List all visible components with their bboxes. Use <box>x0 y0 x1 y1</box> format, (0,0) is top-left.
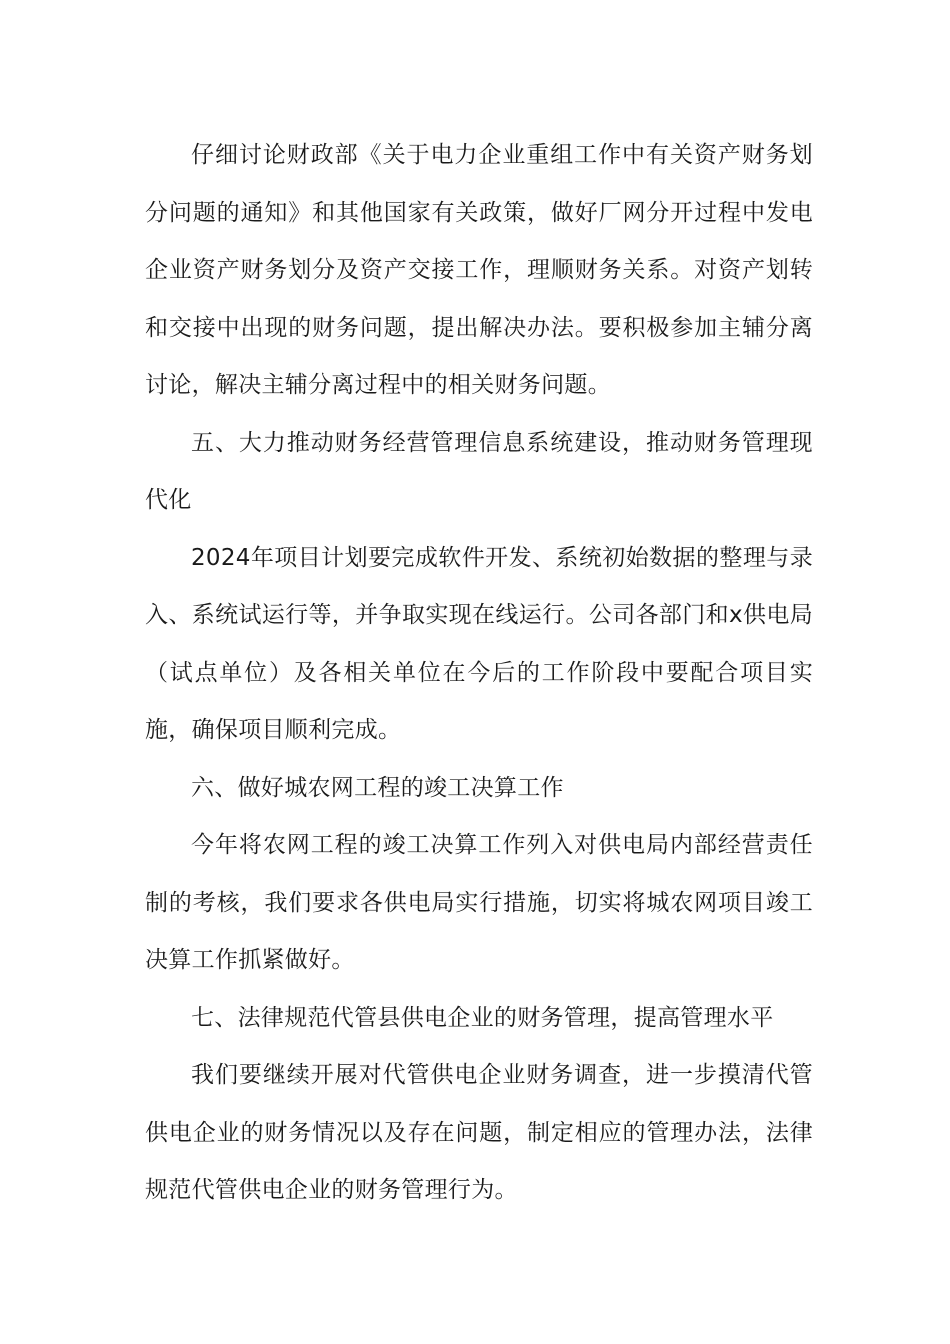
document-body <box>145 127 813 1220</box>
paragraph-asset-division: 仔细讨论财政部《关于电力企业重组工作中有关资产财务划分问题的通知》和其他国家有关政策，做好厂网分开过程中发电企业资产财务划分及资产交接工作，理顺财务关系。对资产划转和交接中出现的财务问题，提出解决办法。要积极参加主辅分离讨论，解决主辅分离过程中的相关财务问题。 <box>145 142 813 398</box>
paragraph-completion-accounts: 今年将农网工程的竣工决算工作列入对供电局内部经营责任制的考核，我们要求各供电局实行措施，切实将城农网项目竣工决算工作抓紧做好。 <box>145 832 813 973</box>
paragraph-managed-enterprises: 我们要继续开展对代管供电企业财务调查，进一步摸清代管供电企业的财务情况以及存在问题，制定相应的管理办法，法律规范代管供电企业的财务管理行为。 <box>145 1062 813 1203</box>
heading-section-six: 六、做好城农网工程的竣工决算工作 <box>191 774 564 801</box>
heading-section-seven: 七、法律规范代管县供电企业的财务管理，提高管理水平 <box>191 1004 774 1031</box>
paragraph-project-plan: 2024年项目计划要完成软件开发、系统初始数据的整理与录入、系统试运行等，并争取实现在线运行。公司各部门和x供电局（试点单位）及各相关单位在今后的工作阶段中要配合项目实施，确保项目顺利完成。 <box>145 544 813 743</box>
heading-section-five: 五、大力推动财务经营管理信息系统建设，推动财务管理现代化 <box>145 429 813 513</box>
